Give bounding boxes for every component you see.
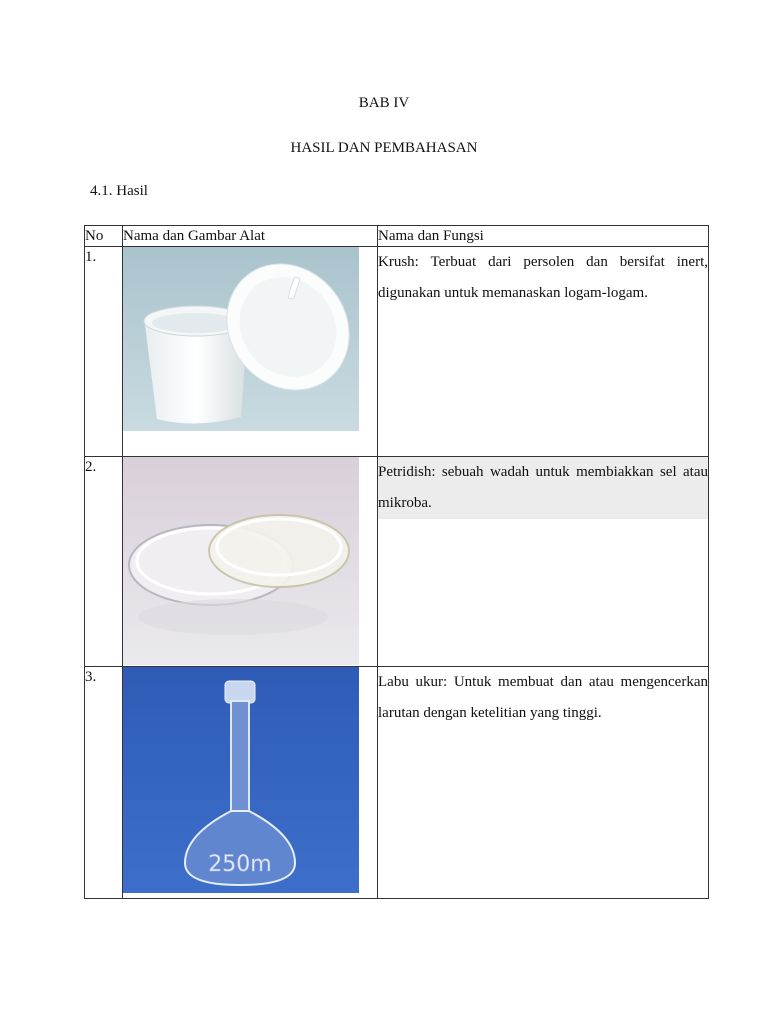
- row-number: 3.: [85, 667, 123, 899]
- volumetric-flask-photo: [123, 667, 359, 893]
- petri-dish-photo: [123, 457, 359, 665]
- row-number: 2.: [85, 457, 123, 667]
- flask-marking: 250m: [208, 852, 272, 877]
- row-number: 1.: [85, 247, 123, 457]
- header-no: No: [85, 226, 123, 247]
- row-description: Labu ukur: Untuk membuat dan atau mengencerkan larutan dengan ketelitian yang tinggi.: [378, 674, 708, 721]
- table-header-row: [85, 226, 709, 247]
- chapter-title: HASIL DAN PEMBAHASAN: [290, 140, 478, 156]
- header-name-image: Nama dan Gambar Alat: [123, 226, 378, 247]
- crucible-photo: [123, 247, 359, 431]
- row-description: Petridish: sebuah wadah untuk membiakkan sel atau mikroba.: [378, 457, 708, 519]
- table-row: [85, 667, 709, 899]
- header-name-function: Nama dan Fungsi: [378, 226, 709, 247]
- chapter-heading: BAB IV: [358, 95, 410, 111]
- table-row: [85, 457, 709, 667]
- row-description: Krush: Terbuat dari persolen dan bersifat inert, digunakan untuk memanaskan logam-logam.: [378, 254, 708, 301]
- equipment-table: [84, 225, 709, 899]
- table-row: [85, 247, 709, 457]
- section-heading: 4.1. Hasil: [90, 183, 148, 199]
